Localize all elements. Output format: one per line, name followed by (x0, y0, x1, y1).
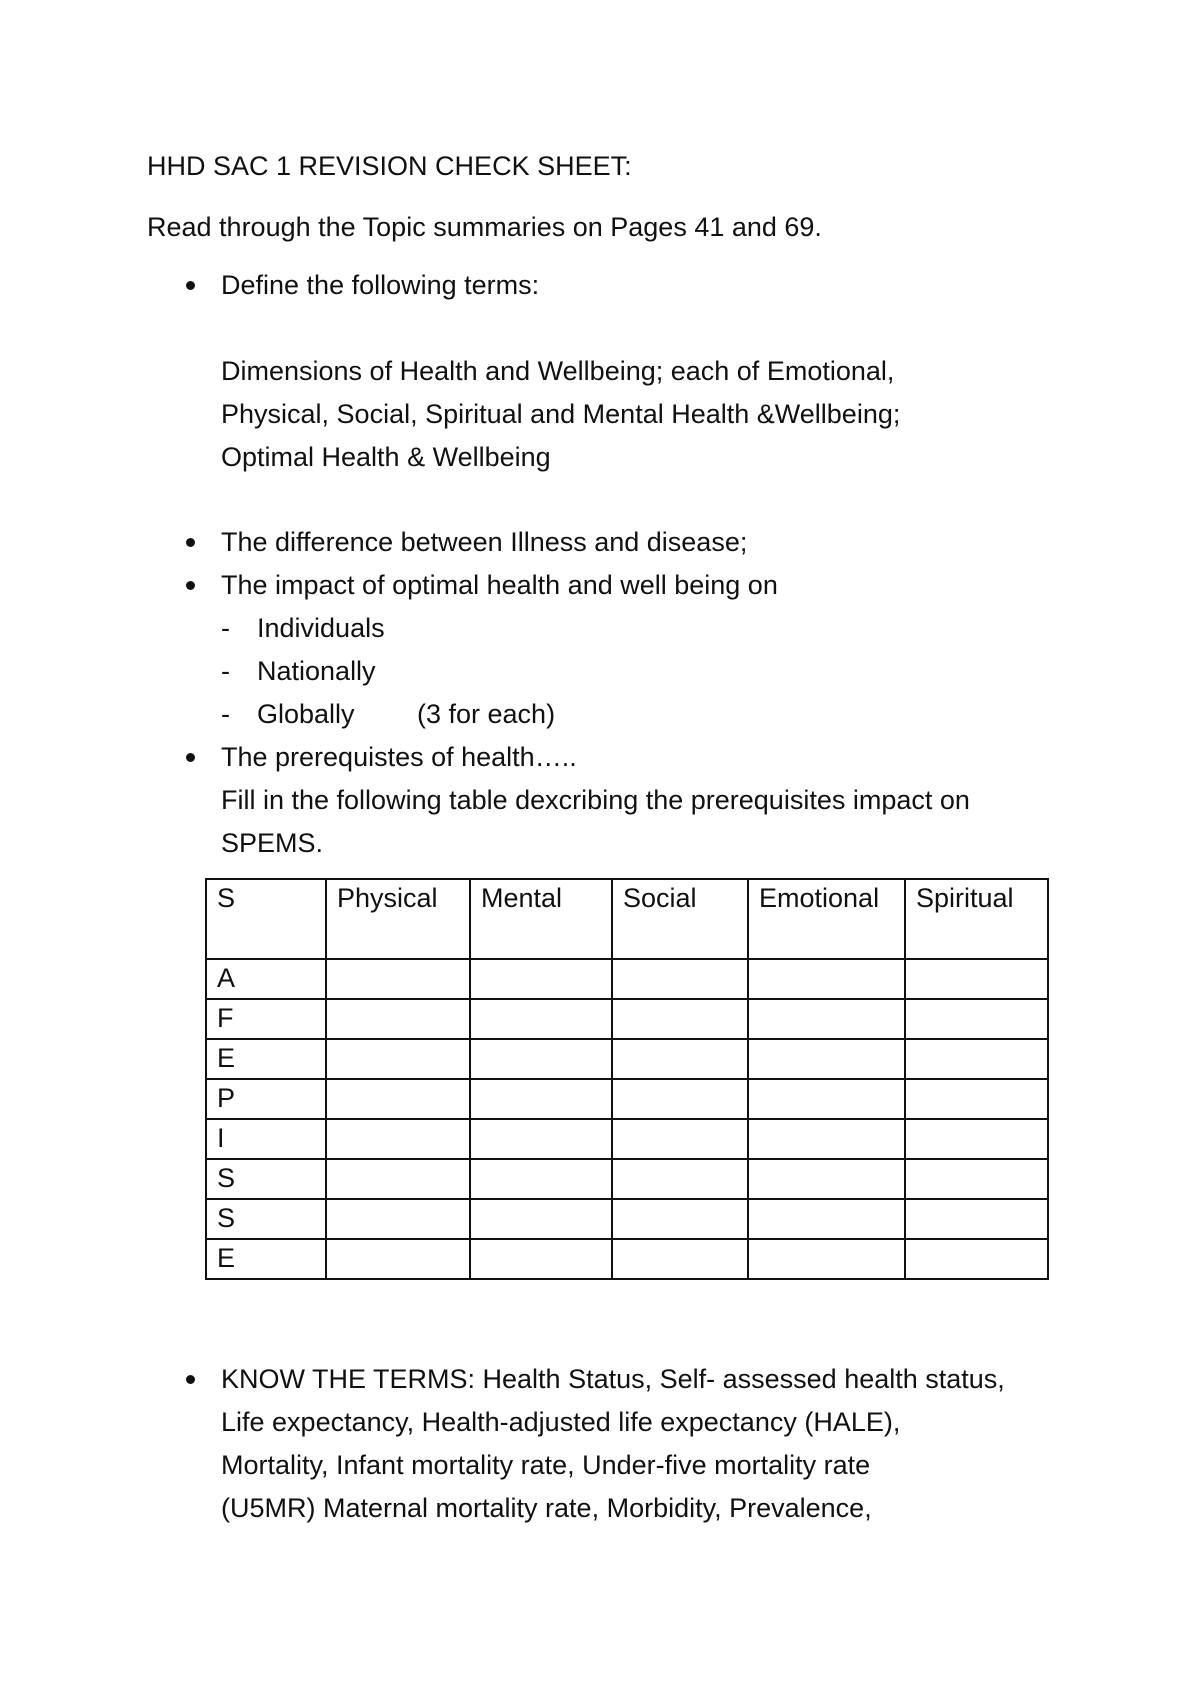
table-cell (748, 1119, 905, 1159)
table-cell (470, 1039, 612, 1079)
table-cell (905, 999, 1048, 1039)
table-cell (748, 999, 905, 1039)
know-terms-line: KNOW THE TERMS: Health Status, Self- assessed health status, (221, 1364, 1005, 1394)
table-cell (905, 1199, 1048, 1239)
page-title: HHD SAC 1 REVISION CHECK SHEET: (147, 151, 632, 181)
table-cell (612, 1239, 748, 1279)
table-header-cell: Mental (470, 879, 612, 959)
table-row (206, 1119, 1048, 1159)
know-terms-line: Mortality, Infant mortality rate, Under-five mortality rate (221, 1450, 871, 1480)
table-cell (470, 1159, 612, 1199)
prereq-item: The prerequistes of health….. (221, 742, 577, 772)
table-cell (326, 1199, 470, 1239)
table-cell (470, 1199, 612, 1239)
table-cell (905, 1079, 1048, 1119)
row-label-cell: I (206, 1119, 326, 1159)
table-cell (612, 1199, 748, 1239)
impact-sub-item: Nationally (257, 656, 376, 686)
table-cell (612, 1079, 748, 1119)
table-cell (612, 999, 748, 1039)
table-header-cell: Social (612, 879, 748, 959)
table-cell (612, 1039, 748, 1079)
table-row (206, 999, 1048, 1039)
table-cell (748, 1159, 905, 1199)
difference-item: The difference between Illness and disease; (221, 527, 748, 557)
table-cell (326, 959, 470, 999)
define-heading: Define the following terms: (221, 270, 540, 300)
table-cell (748, 1039, 905, 1079)
table-cell (905, 959, 1048, 999)
table-cell (326, 1239, 470, 1279)
dash-marker: - (221, 613, 230, 643)
prerequisites-table (205, 878, 1049, 1280)
table-cell (326, 1039, 470, 1079)
table-cell (748, 1239, 905, 1279)
row-label-cell: P (206, 1079, 326, 1119)
impact-sub-item: Globally (257, 699, 355, 729)
bullet-icon (186, 581, 195, 590)
table-cell (470, 999, 612, 1039)
table-cell (905, 1159, 1048, 1199)
table-header-cell: S (206, 879, 326, 959)
table-row (206, 959, 1048, 999)
table-cell (905, 1239, 1048, 1279)
bullet-icon (186, 281, 195, 290)
table-cell (905, 1119, 1048, 1159)
dash-marker: - (221, 699, 230, 729)
table-cell (612, 1119, 748, 1159)
table-cell (905, 1039, 1048, 1079)
table-row (206, 1079, 1048, 1119)
table-header-cell: Emotional (748, 879, 905, 959)
table-cell (470, 959, 612, 999)
dash-marker: - (221, 656, 230, 686)
know-terms-line: (U5MR) Maternal mortality rate, Morbidity, Prevalence, (221, 1493, 872, 1523)
table-header-row (206, 879, 1048, 959)
define-terms-line: Dimensions of Health and Wellbeing; each of Emotional, (221, 356, 895, 386)
row-label-cell: A (206, 959, 326, 999)
table-cell (612, 1159, 748, 1199)
know-terms-line: Life expectancy, Health-adjusted life expectancy (HALE), (221, 1407, 901, 1437)
prerequisites-table-wrap (205, 878, 1047, 1280)
table-cell (470, 1079, 612, 1119)
impact-sub-item: Individuals (257, 613, 385, 643)
bullet-icon (186, 753, 195, 762)
table-cell (748, 1199, 905, 1239)
table-row (206, 1159, 1048, 1199)
table-cell (326, 1079, 470, 1119)
impact-note: (3 for each) (417, 699, 556, 729)
bullet-icon (186, 538, 195, 547)
table-cell (470, 1119, 612, 1159)
row-label-cell: E (206, 1039, 326, 1079)
impact-item: The impact of optimal health and well being on (221, 570, 778, 600)
row-label-cell: S (206, 1199, 326, 1239)
table-header-cell: Physical (326, 879, 470, 959)
row-label-cell: S (206, 1159, 326, 1199)
table-row (206, 1239, 1048, 1279)
define-terms-line: Physical, Social, Spiritual and Mental Health &Wellbeing; (221, 399, 901, 429)
table-cell (748, 1079, 905, 1119)
table-cell (470, 1239, 612, 1279)
table-cell (326, 1159, 470, 1199)
table-header-cell: Spiritual (905, 879, 1048, 959)
table-cell (326, 1119, 470, 1159)
table-cell (326, 999, 470, 1039)
table-cell (612, 959, 748, 999)
prereq-instruction: SPEMS. (221, 828, 324, 858)
prereq-instruction: Fill in the following table dexcribing the prerequisites impact on (221, 785, 970, 815)
table-row (206, 1039, 1048, 1079)
bullet-icon (186, 1375, 195, 1384)
table-cell (748, 959, 905, 999)
row-label-cell: F (206, 999, 326, 1039)
define-terms-line: Optimal Health & Wellbeing (221, 442, 551, 472)
row-label-cell: E (206, 1239, 326, 1279)
table-row (206, 1199, 1048, 1239)
intro-text: Read through the Topic summaries on Pages 41 and 69. (147, 212, 822, 242)
